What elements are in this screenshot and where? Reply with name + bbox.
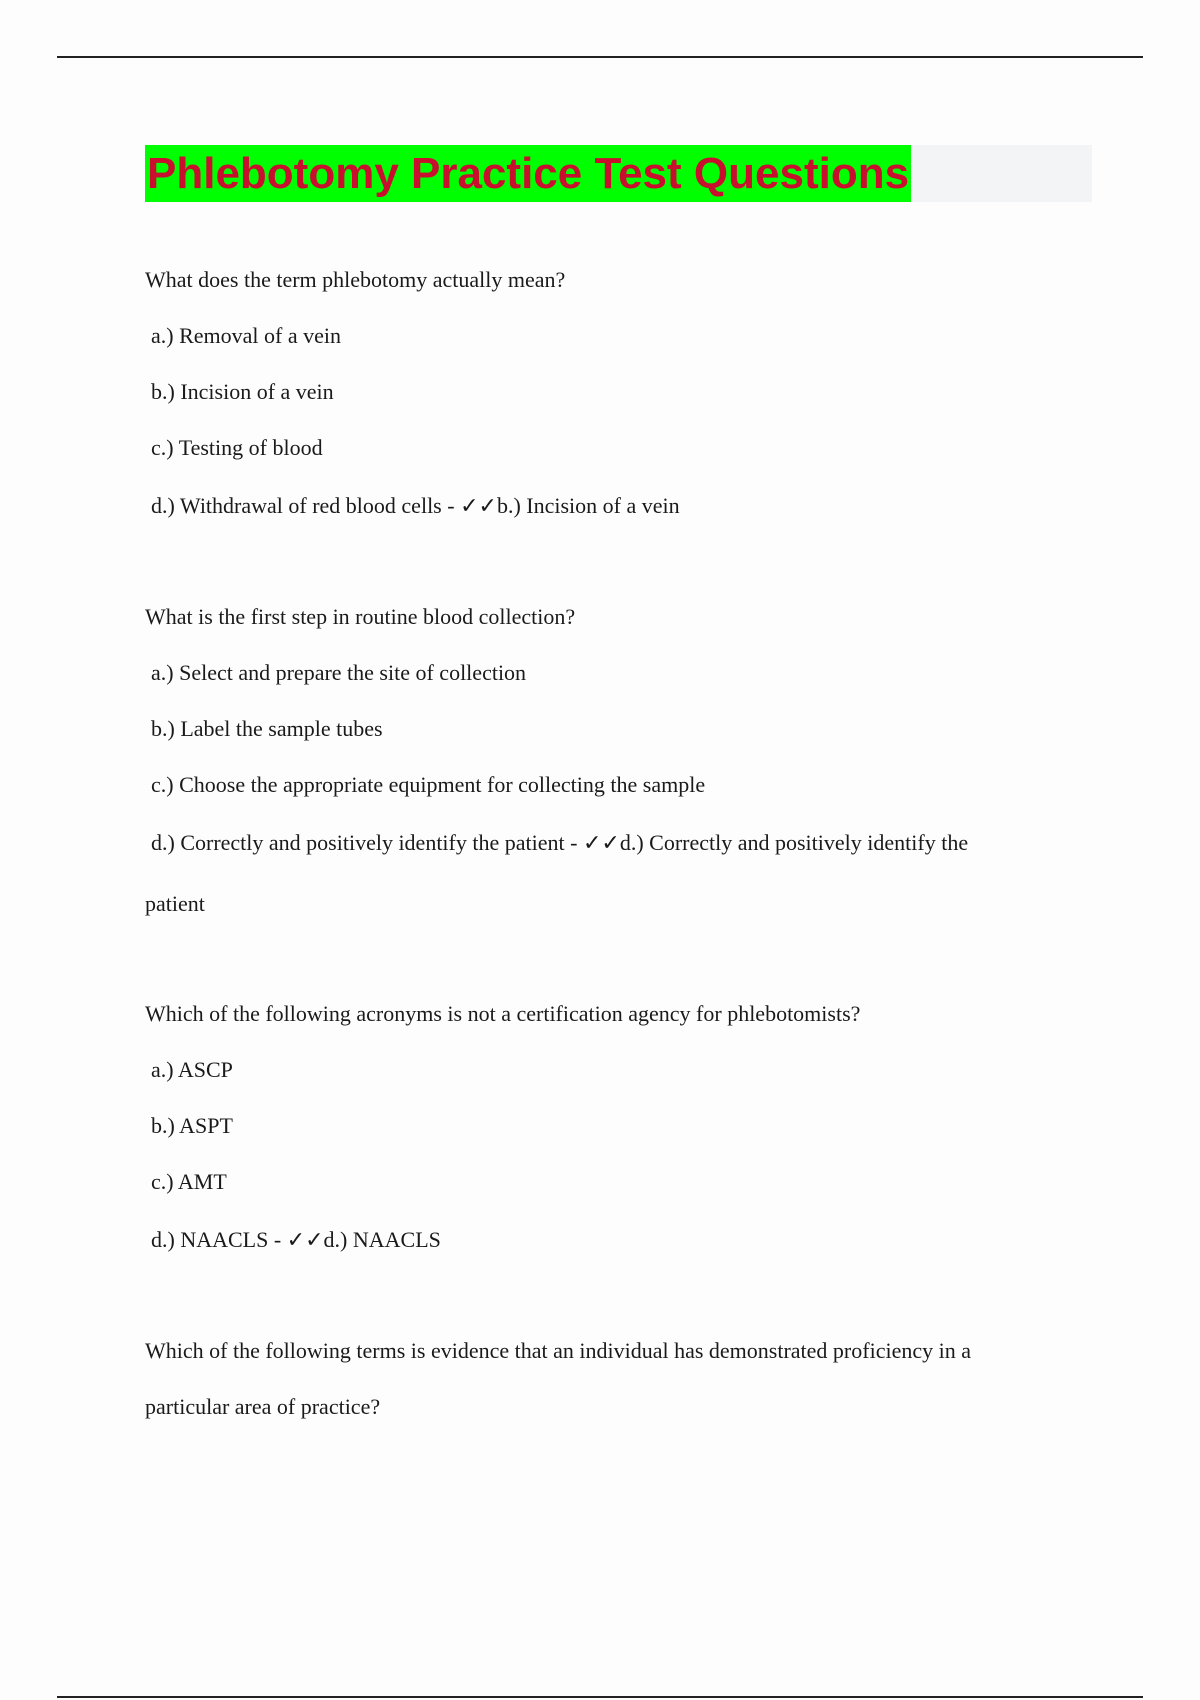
option-b: b.) Incision of a vein [151, 379, 334, 404]
question-text: What is the first step in routine blood collection? [145, 604, 576, 629]
page-title: Phlebotomy Practice Test Questions [145, 145, 911, 202]
question-list [145, 252, 1065, 1435]
question-block-1 [145, 252, 1065, 537]
option-c: c.) AMT [151, 1169, 227, 1194]
answer-text: d.) NAACLS [323, 1227, 441, 1252]
option-d-with-answer [145, 1210, 1065, 1271]
option-a: a.) Select and prepare the site of collection [151, 660, 527, 685]
answer-text: b.) Incision of a vein [496, 493, 680, 518]
double-check-icon: ✓✓ [460, 494, 497, 519]
question-text-line-2: particular area of practice? [145, 1394, 381, 1419]
option-d-with-answer [145, 813, 1065, 934]
top-rule [57, 56, 1143, 58]
question-text: Which of the following acronyms is not a certification agency for phlebotomists? [145, 1001, 861, 1026]
option-d-with-answer [145, 476, 1065, 537]
answer-text: d.) Correctly and positively identify the [619, 830, 969, 855]
option-b: b.) ASPT [151, 1113, 233, 1138]
question-text: What does the term phlebotomy actually mean? [145, 267, 566, 292]
double-check-icon: ✓✓ [286, 1228, 324, 1253]
question-block-4 [145, 1323, 1065, 1435]
option-c: c.) Testing of blood [151, 435, 323, 460]
question-block-2 [145, 589, 1065, 934]
option-d: d.) Withdrawal of red blood cells - [151, 493, 461, 518]
option-a: a.) Removal of a vein [151, 323, 341, 348]
answer-line-2: patient [145, 891, 205, 916]
question-block-3 [145, 986, 1065, 1271]
double-check-icon: ✓✓ [582, 831, 620, 856]
option-a: a.) ASCP [151, 1057, 233, 1082]
option-d: d.) NAACLS - [151, 1227, 287, 1252]
option-b: b.) Label the sample tubes [151, 716, 383, 741]
bottom-rule [57, 1696, 1143, 1698]
answer-line-1 [151, 813, 1065, 874]
option-c: c.) Choose the appropriate equipment for collecting the sample [151, 772, 706, 797]
option-d: d.) Correctly and positively identify the patient - [151, 830, 583, 855]
question-text-line-1: Which of the following terms is evidence that an individual has demonstrated proficiency in a [145, 1338, 971, 1363]
